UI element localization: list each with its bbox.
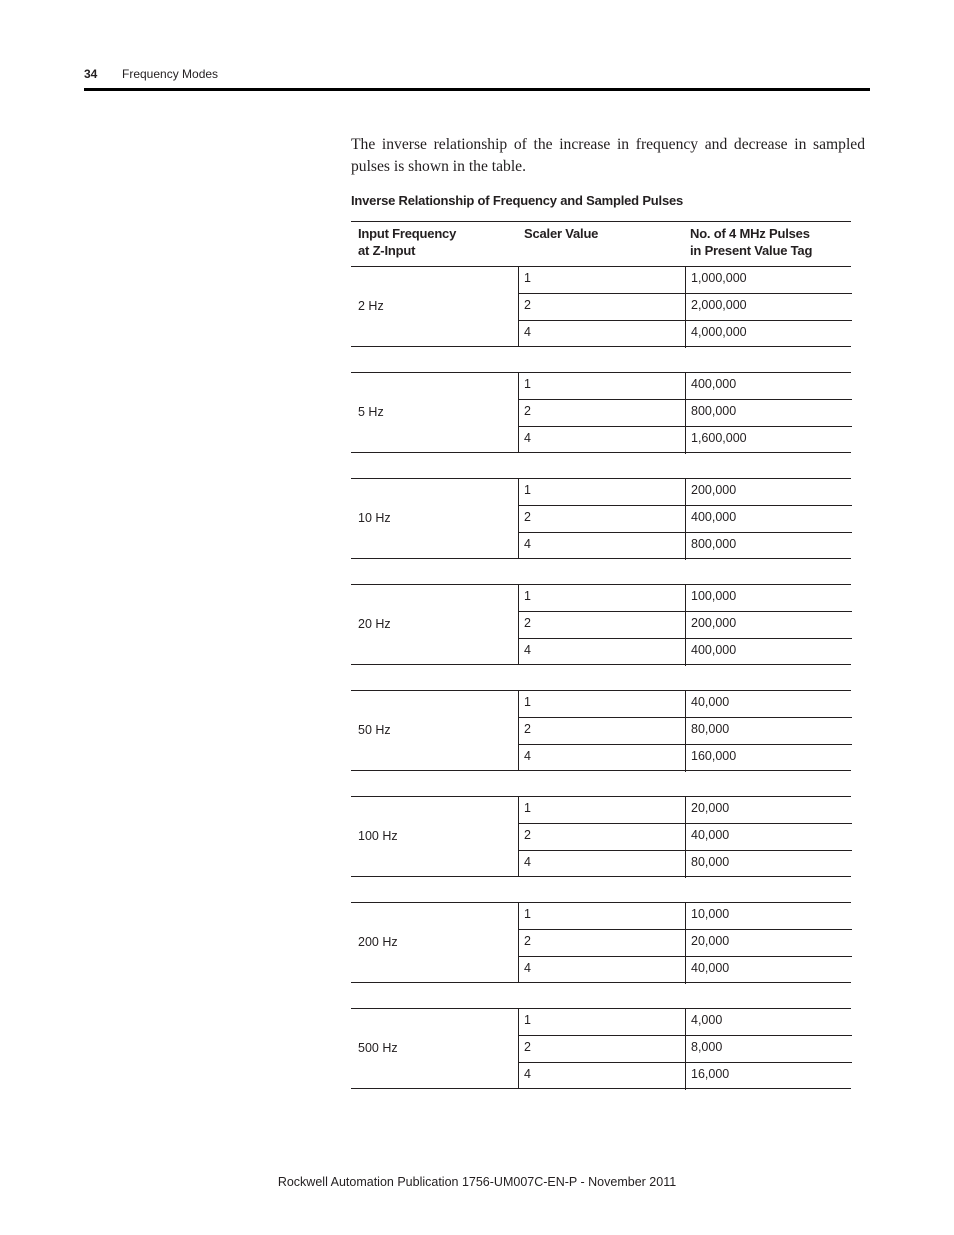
scaler-value-cell: 1 <box>524 377 531 391</box>
table-row <box>519 745 852 772</box>
scaler-value-cell: 2 <box>524 510 531 524</box>
table-row <box>519 797 852 824</box>
table-row <box>519 1063 852 1090</box>
page-number: 34 <box>84 67 98 81</box>
scaler-value-cell: 2 <box>524 616 531 630</box>
spacer-row <box>351 347 851 373</box>
pulses-cell: 80,000 <box>685 851 852 878</box>
frequency-cell: 10 Hz <box>358 511 391 525</box>
spacer-row <box>351 559 851 585</box>
table-header <box>351 221 851 267</box>
table-row <box>519 585 852 612</box>
frequency-group <box>351 691 851 771</box>
value-rows <box>518 373 852 452</box>
scaler-value-cell: 2 <box>524 828 531 842</box>
value-rows <box>518 479 852 558</box>
pulses-cell: 400,000 <box>685 373 852 399</box>
table-row <box>519 267 852 294</box>
scaler-value-cell: 2 <box>524 934 531 948</box>
frequency-group <box>351 585 851 665</box>
column-header-input-frequency: Input Frequency at Z-Input <box>358 226 457 258</box>
pulses-cell: 10,000 <box>685 903 852 929</box>
scaler-value-cell: 2 <box>524 298 531 312</box>
scaler-value-cell: 4 <box>524 749 531 763</box>
scaler-value-cell: 2 <box>524 1040 531 1054</box>
table-row <box>519 479 852 506</box>
frequency-cell: 20 Hz <box>358 617 391 631</box>
table-row <box>519 851 852 878</box>
frequency-cell: 50 Hz <box>358 723 391 737</box>
frequency-group <box>351 373 851 453</box>
table-row <box>519 612 852 639</box>
table-row <box>519 294 852 321</box>
value-rows <box>518 797 852 876</box>
frequency-group <box>351 903 851 983</box>
frequency-cell: 2 Hz <box>358 299 384 313</box>
pulses-cell: 160,000 <box>685 745 852 772</box>
header-rule <box>84 88 870 91</box>
scaler-value-cell: 1 <box>524 907 531 921</box>
frequency-cell: 5 Hz <box>358 405 384 419</box>
scaler-value-cell: 1 <box>524 801 531 815</box>
scaler-value-cell: 1 <box>524 589 531 603</box>
table-row <box>519 321 852 348</box>
pulses-cell: 2,000,000 <box>685 294 852 320</box>
pulses-cell: 200,000 <box>685 479 852 505</box>
value-rows <box>518 691 852 770</box>
table-row <box>519 718 852 745</box>
pulses-cell: 20,000 <box>685 930 852 956</box>
frequency-group <box>351 267 851 347</box>
table-row <box>519 400 852 427</box>
frequency-group <box>351 797 851 877</box>
pulses-cell: 80,000 <box>685 718 852 744</box>
pulses-cell: 1,600,000 <box>685 427 852 454</box>
column-header-pulses: No. of 4 MHz Pulses in Present Value Tag <box>690 226 813 258</box>
scaler-value-cell: 1 <box>524 271 531 285</box>
pulses-cell: 800,000 <box>685 533 852 560</box>
scaler-value-cell: 2 <box>524 404 531 418</box>
spacer-row <box>351 771 851 797</box>
pulses-cell: 400,000 <box>685 639 852 666</box>
value-rows <box>518 1009 852 1088</box>
scaler-value-cell: 4 <box>524 643 531 657</box>
table-row <box>519 506 852 533</box>
column-header-scaler-value: Scaler Value <box>524 226 599 241</box>
scaler-value-cell: 2 <box>524 722 531 736</box>
section-title: Frequency Modes <box>122 67 219 81</box>
table-row <box>519 824 852 851</box>
scaler-value-cell: 1 <box>524 483 531 497</box>
table-row <box>519 903 852 930</box>
frequency-group <box>351 479 851 559</box>
value-rows <box>518 903 852 982</box>
pulses-cell: 4,000,000 <box>685 321 852 348</box>
table-row <box>519 1036 852 1063</box>
pulses-cell: 40,000 <box>685 824 852 850</box>
spacer-row <box>351 665 851 691</box>
value-rows <box>518 267 852 346</box>
pulses-cell: 100,000 <box>685 585 852 611</box>
pulses-cell: 4,000 <box>685 1009 852 1035</box>
pulses-cell: 40,000 <box>685 691 852 717</box>
frequency-cell: 100 Hz <box>358 829 398 843</box>
pulses-cell: 400,000 <box>685 506 852 532</box>
page-header <box>84 66 870 90</box>
scaler-value-cell: 4 <box>524 855 531 869</box>
scaler-value-cell: 4 <box>524 325 531 339</box>
table-row <box>519 930 852 957</box>
spacer-row <box>351 983 851 1009</box>
frequency-cell: 200 Hz <box>358 935 398 949</box>
frequency-table <box>351 221 851 1089</box>
scaler-value-cell: 4 <box>524 431 531 445</box>
frequency-cell: 500 Hz <box>358 1041 398 1055</box>
table-title: Inverse Relationship of Frequency and Sampled Pulses <box>351 193 684 208</box>
pulses-cell: 1,000,000 <box>685 267 852 293</box>
pulses-cell: 20,000 <box>685 797 852 823</box>
pulses-cell: 40,000 <box>685 957 852 984</box>
scaler-value-cell: 1 <box>524 695 531 709</box>
table-row <box>519 691 852 718</box>
value-rows <box>518 585 852 664</box>
table-row <box>519 427 852 454</box>
pulses-cell: 800,000 <box>685 400 852 426</box>
scaler-value-cell: 4 <box>524 1067 531 1081</box>
scaler-value-cell: 1 <box>524 1013 531 1027</box>
pulses-cell: 8,000 <box>685 1036 852 1062</box>
scaler-value-cell: 4 <box>524 537 531 551</box>
frequency-group <box>351 1009 851 1089</box>
pulses-cell: 16,000 <box>685 1063 852 1090</box>
scaler-value-cell: 4 <box>524 961 531 975</box>
intro-paragraph: The inverse relationship of the increase in frequency and decrease in sampled pulses is shown in the table. <box>351 136 865 175</box>
spacer-row <box>351 453 851 479</box>
page-footer: Rockwell Automation Publication 1756-UM007C-EN-P - November 2011 <box>277 1175 677 1189</box>
pulses-cell: 200,000 <box>685 612 852 638</box>
table-row <box>519 1009 852 1036</box>
table-row <box>519 957 852 984</box>
spacer-row <box>351 877 851 903</box>
table-row <box>519 373 852 400</box>
table-row <box>519 533 852 560</box>
table-row <box>519 639 852 666</box>
